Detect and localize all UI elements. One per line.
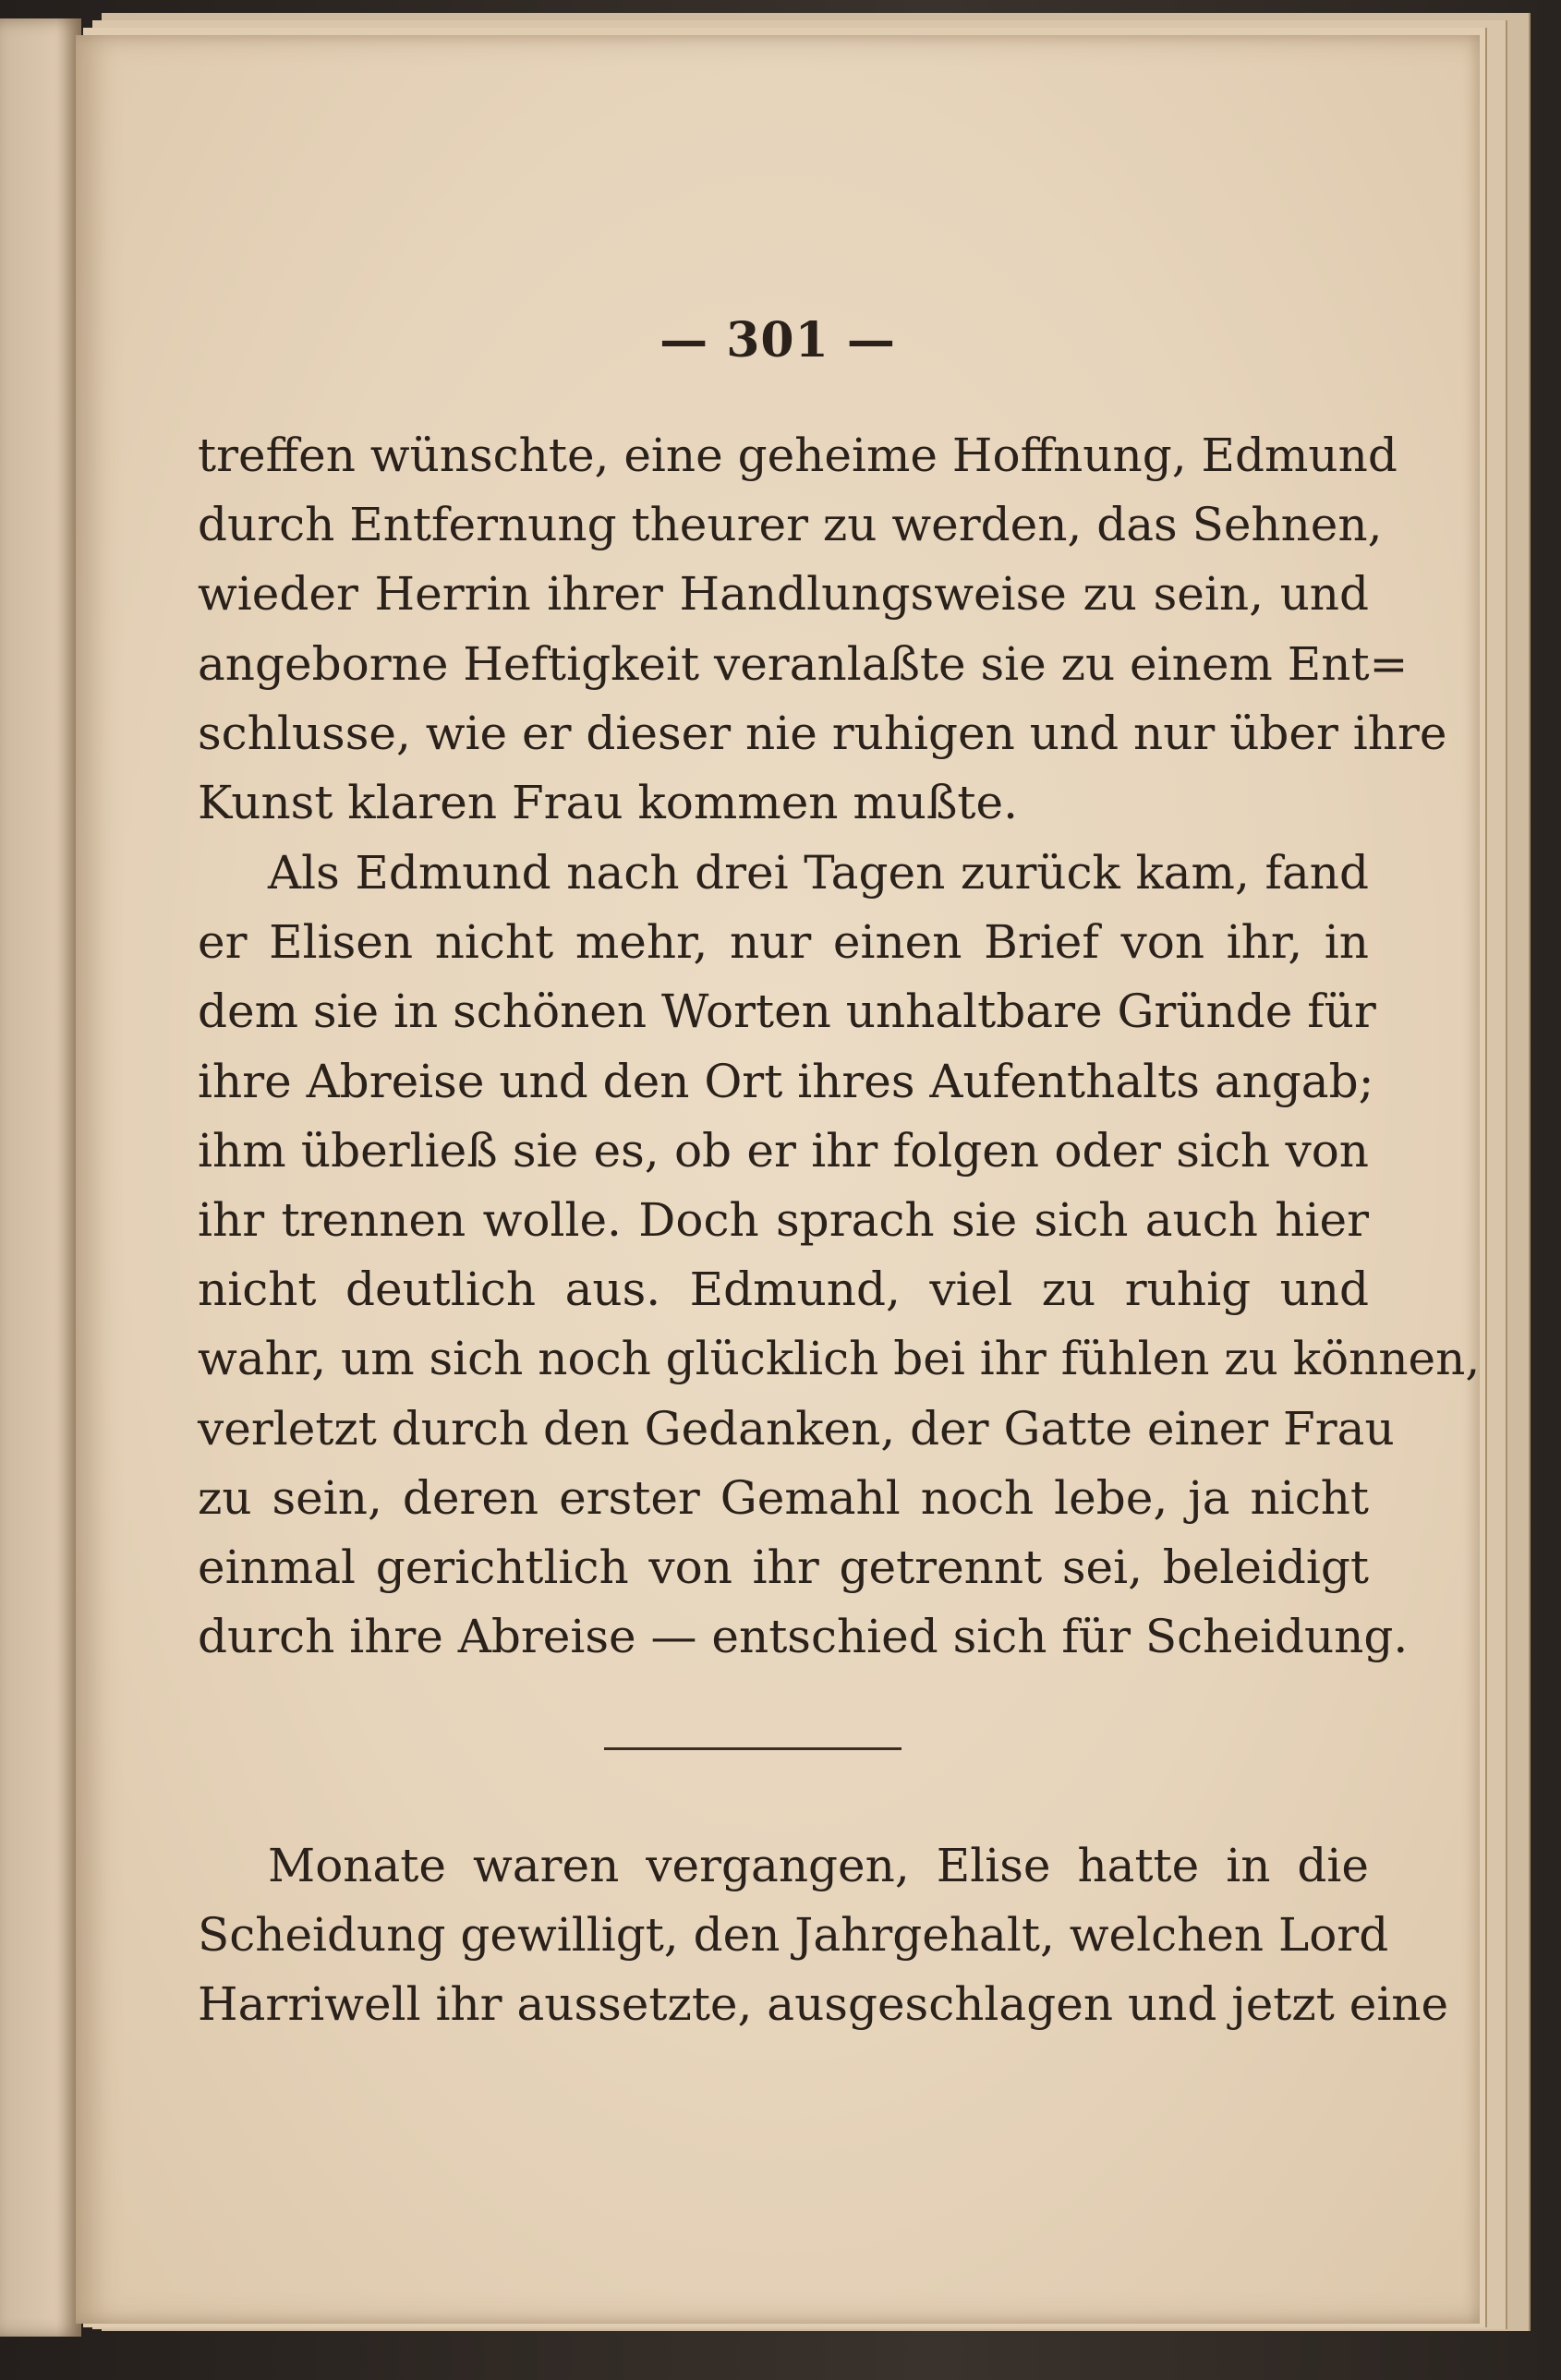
section-divider xyxy=(604,1747,902,1750)
text-line: verletzt durch den Gedanken, der Gatte einer Frau xyxy=(198,1401,1395,1456)
text-line: Scheidung gewilligt, den Jahrgehalt, welchen Lord xyxy=(198,1908,1389,1963)
text-line: einmal gerichtlich von ihr getrennt sei, beleidigt xyxy=(198,1540,1369,1595)
text-line: treffen wünschte, eine geheime Hoffnung, Edmund xyxy=(198,429,1398,482)
text-line: schlusse, wie er dieser nie ruhigen und nur über ihre xyxy=(198,706,1447,760)
text-line: ihm überließ sie es, ob er ihr folgen oder sich von xyxy=(198,1123,1369,1178)
text-line: durch Entfernung theurer zu werden, das Sehnen, xyxy=(198,498,1383,552)
text-line: er Elisen nicht mehr, nur einen Brief von ihr, in xyxy=(198,915,1369,970)
text-line: Harriwell ihr aussetzte, ausgeschlagen und jetzt eine xyxy=(198,1977,1449,2032)
book-page xyxy=(76,35,1480,2324)
paragraph-2 xyxy=(198,839,1481,1672)
text-line: Kunst klaren Frau kommen mußte. xyxy=(198,776,1018,830)
text-line: Monate waren vergangen, Elise hatte in die xyxy=(268,1839,1369,1892)
paragraph-3 xyxy=(198,1831,1449,2040)
text-line: zu sein, deren erster Gemahl noch lebe, ja nicht xyxy=(198,1470,1369,1525)
text-line: angeborne Heftigkeit veranlaßte sie zu einem Ent= xyxy=(198,636,1409,691)
text-line: wieder Herrin ihrer Handlungsweise zu sein, und xyxy=(198,567,1369,622)
paragraph-1 xyxy=(198,421,1447,838)
text-line: ihre Abreise und den Ort ihres Aufenthalts angab; xyxy=(198,1054,1374,1108)
text-line: nicht deutlich aus. Edmund, viel zu ruhig und xyxy=(198,1262,1369,1317)
facing-page-edge xyxy=(0,18,81,2337)
text-line: Als Edmund nach drei Tagen zurück kam, fand xyxy=(268,846,1369,900)
text-line: dem sie in schönen Worten unhaltbare Gründe für xyxy=(198,985,1376,1039)
text-line: ihr trennen wolle. Doch sprach sie sich auch hier xyxy=(198,1193,1369,1248)
page-number: — 301 — xyxy=(659,312,896,368)
text-line: wahr, um sich noch glücklich bei ihr fühlen zu können, xyxy=(198,1332,1481,1386)
text-line: durch ihre Abreise — entschied sich für Scheidung. xyxy=(198,1610,1409,1664)
